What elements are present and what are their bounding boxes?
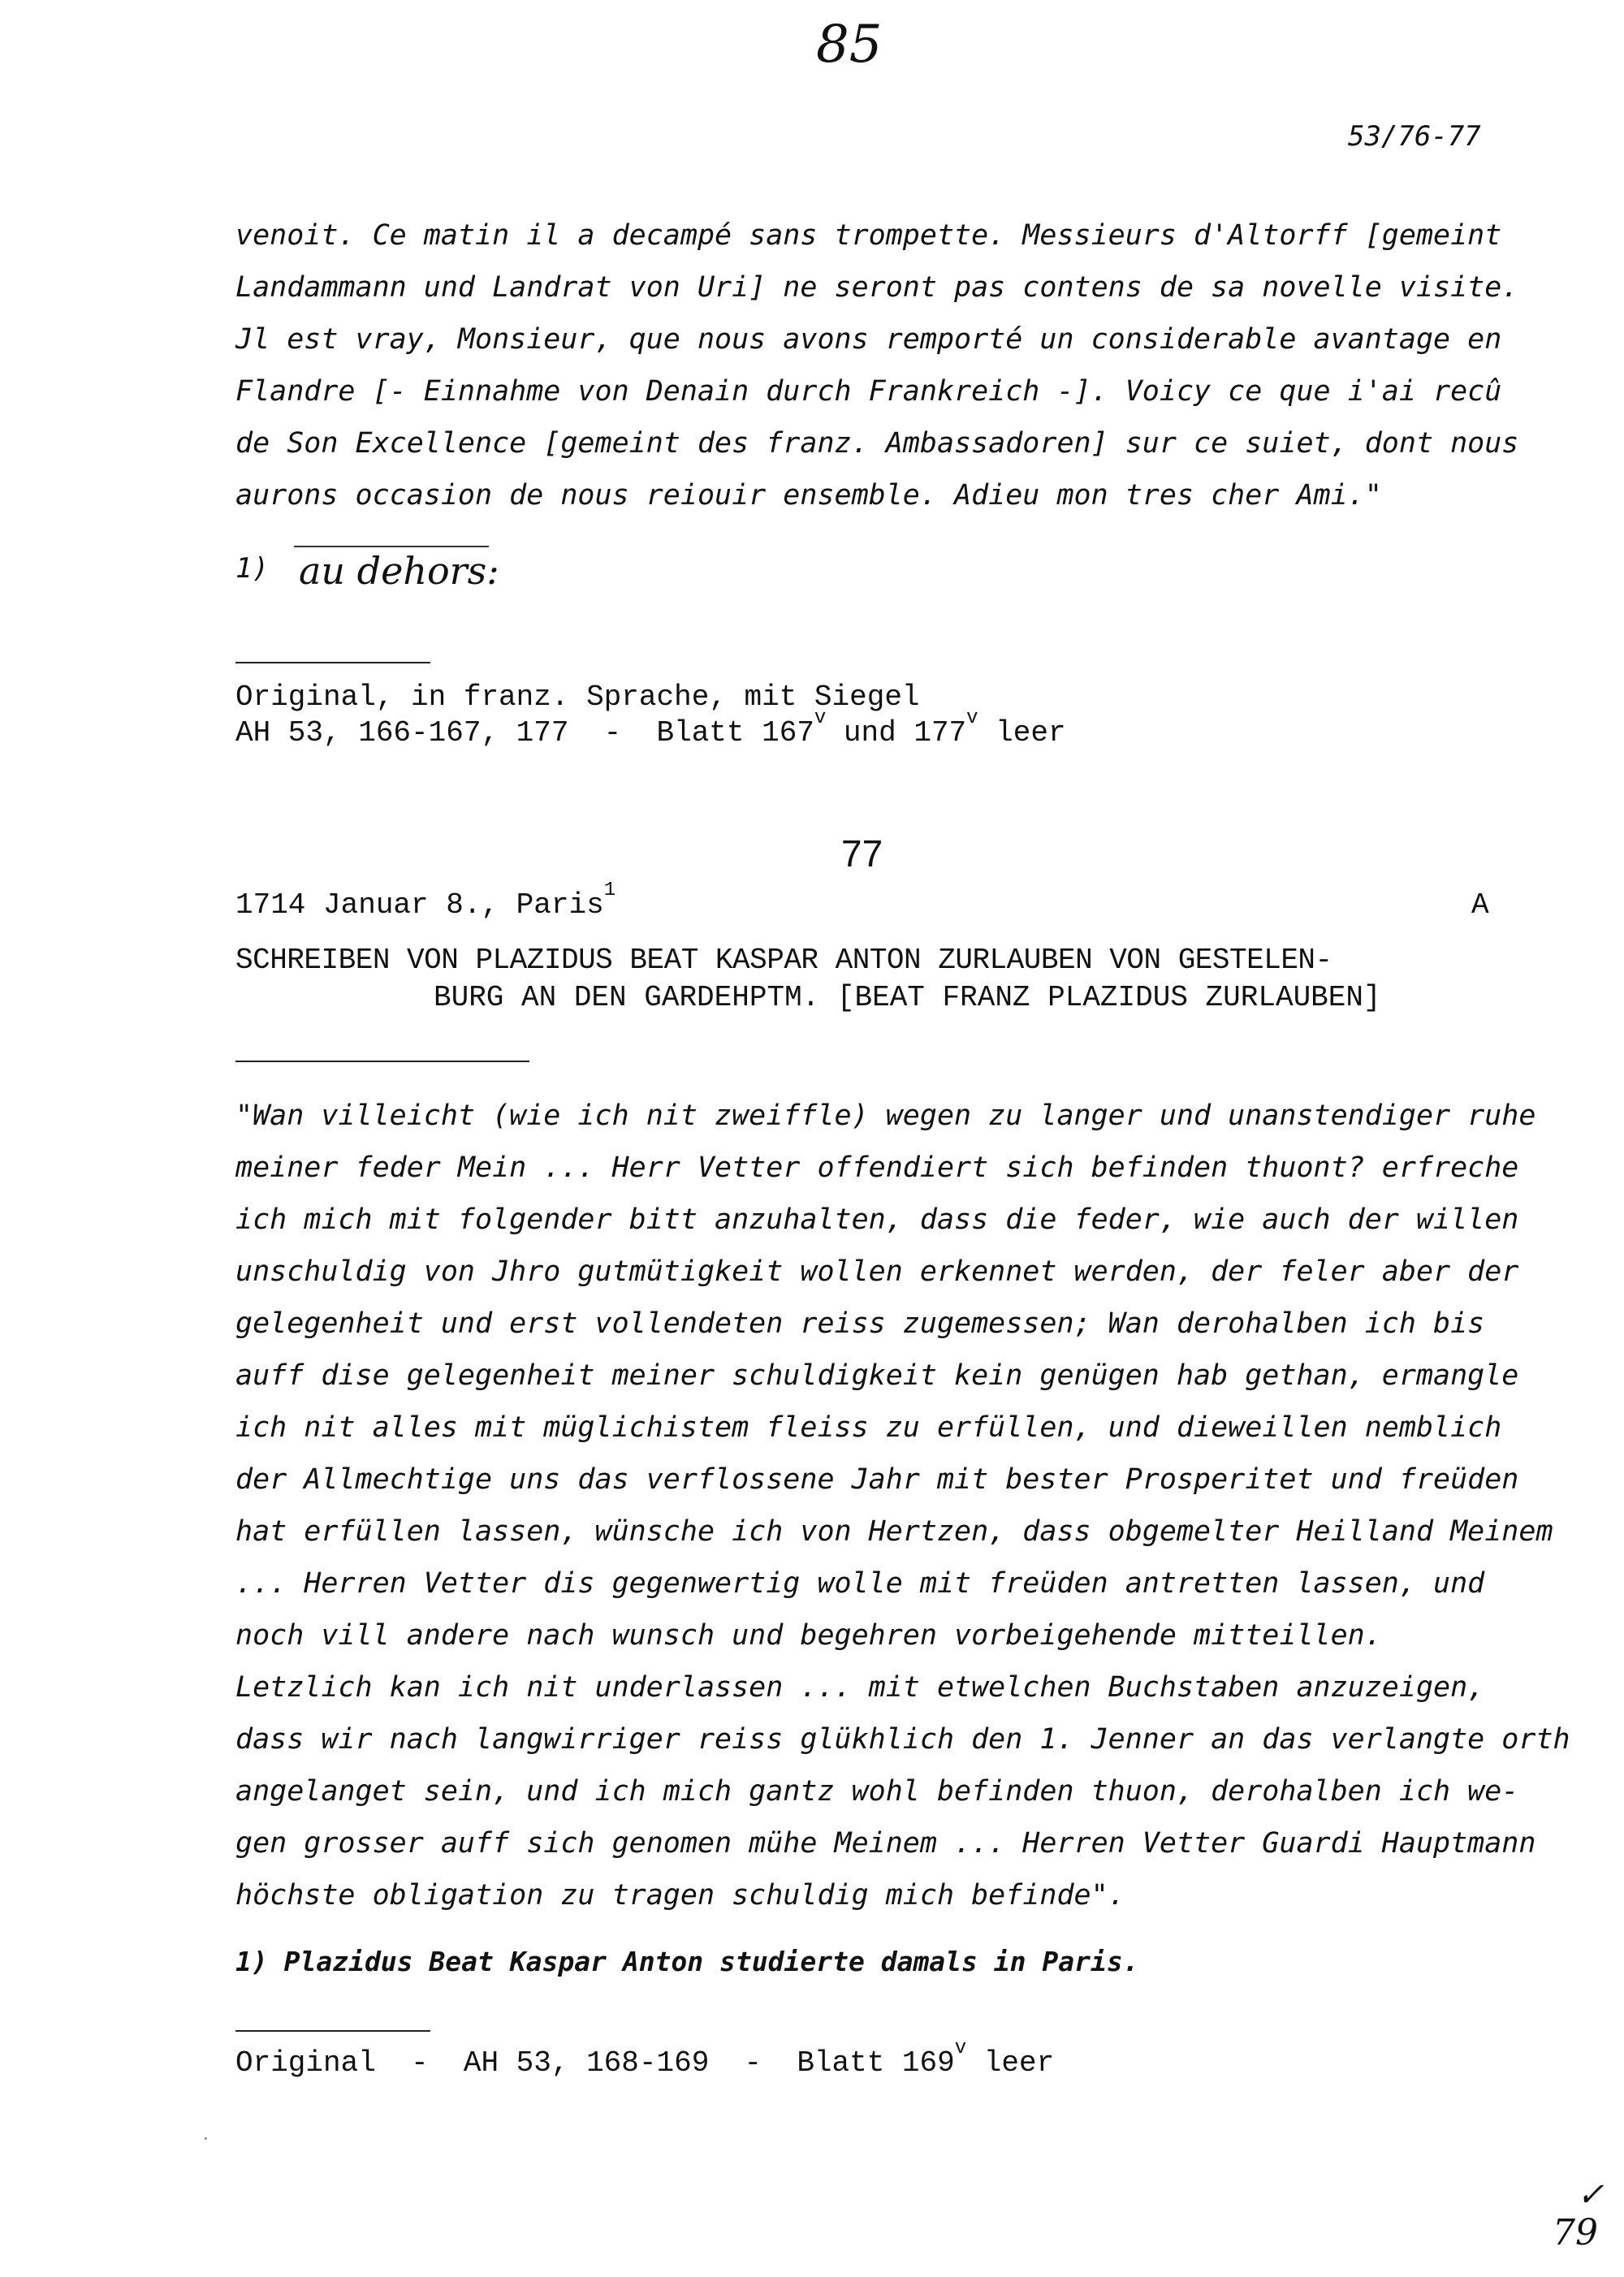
text-line: höchste obligation zu tragen schuldig mich befinde". [235,1879,1125,1912]
french-letter-text [235,210,1551,521]
separator-rule [235,2030,430,2032]
footnote-doc77: 1) Plazidus Beat Kaspar Anton studierte damals in Paris. [235,1946,1139,1977]
footnote-marker: 1) [235,552,269,585]
text-line: Letzlich kan ich nit underlassen ... mit etwelchen Buchstaben anzuzeigen, [235,1671,1485,1704]
source-note-doc77 [235,2037,1055,2080]
text-line: angelanget sein, und ich mich gantz wohl befinden thuon, derohalben ich we- [235,1775,1519,1808]
source-note-text: leer [978,716,1066,750]
archive-reference: 53/76-77 [1348,120,1481,153]
text-line: ich mich mit folgender bitt anzuhalten, dass die feder, wie auch der willen [235,1203,1519,1236]
source-note-text: und 177 [826,716,967,750]
date-place-text: 1714 Januar 8., Paris [235,888,604,922]
source-note-prev-line1: Original, in franz. Sprache, mit Siegel [235,681,920,714]
text-line: ich nit alles mit müglichistem fleiss zu erfüllen, und dieweillen nemblich [235,1411,1502,1444]
text-line: gelegenheit und erst vollendeten reiss zugemessen; Wan derohalben ich bis [235,1307,1485,1340]
handwritten-note: au dehors: [299,549,499,593]
text-line: auff dise gelegenheit meiner schuldigkeit kein genügen hab gethan, ermangle [235,1359,1519,1392]
document-title-line1: SCHREIBEN VON PLAZIDUS BEAT KASPAR ANTON ZURLAUBEN VON GESTELEN- [235,944,1332,977]
source-note-text: leer [966,2046,1055,2080]
text-line: venoit. Ce matin il a decampé sans trompette. Messieurs d'Altorff [gemeint [235,219,1502,252]
text-line: Flandre [- Einnahme von Denain durch Frankreich -]. Voicy ce que i'ai recû [235,375,1502,408]
footnote-reference: 1 [603,879,616,901]
source-note-text: Original - AH 53, 168-169 - Blatt 169 [235,2046,955,2080]
date-place [235,879,616,922]
source-note-prev-line2 [235,707,1066,750]
handwritten-folio-number: 79 [1553,2212,1598,2253]
verso-superscript: v [814,707,827,729]
text-line: aurons occasion de nous reiouir ensemble. Adieu mon tres cher Ami." [235,479,1382,512]
check-mark-icon: ✓ [1577,2176,1605,2214]
text-line: Jl est vray, Monsieur, que nous avons remporté un considerable avantage en [235,323,1502,356]
handwritten-page-number: 85 [816,15,883,75]
text-line: ... Herren Vetter dis gegenwertig wolle mit freüden antretten lassen, und [235,1567,1485,1600]
text-line: noch vill andere nach wunsch und begehren vorbeigehende mitteillen. [235,1619,1382,1652]
separator-rule [235,1061,529,1062]
document-number: 77 [841,832,883,875]
source-note-text: AH 53, 166-167, 177 - Blatt 167 [235,716,814,750]
text-line: Landammann und Landrat von Uri] ne seront pas contens de sa novelle visite. [235,271,1519,304]
document-title-line2: BURG AN DEN GARDEHPTM. [BEAT FRANZ PLAZIDUS ZURLAUBEN] [434,981,1381,1014]
text-line: gen grosser auff sich genomen mühe Meinem ... Herren Vetter Guardi Hauptmann [235,1827,1536,1860]
handwritten-overline [294,546,489,547]
text-line: meiner feder Mein ... Herr Vetter offendiert sich befinden thuont? erfreche [235,1151,1519,1184]
text-line: hat erfüllen lassen, wünsche ich von Hertzen, dass obgemelter Heilland Meinem [235,1515,1553,1548]
text-line: "Wan villeicht (wie ich nit zweiffle) wegen zu langer und unanstendiger ruhe [235,1100,1536,1132]
scan-speck [205,2137,207,2140]
text-line: dass wir nach langwirriger reiss glükhlich den 1. Jenner an das verlangte orth [235,1723,1570,1756]
verso-superscript: v [954,2037,967,2059]
text-line: de Son Excellence [gemeint des franz. Ambassadoren] sur ce suiet, dont nous [235,427,1519,460]
text-line: unschuldig von Jhro gutmütigkeit wollen erkennet werden, der feler aber der [235,1255,1519,1288]
text-line: der Allmechtige uns das verflossene Jahr mit bester Prosperitet und freüden [235,1463,1519,1496]
verso-superscript: v [966,707,978,729]
german-letter-text [235,1090,1570,1921]
separator-rule [235,662,430,663]
letter-mark: A [1471,888,1489,922]
